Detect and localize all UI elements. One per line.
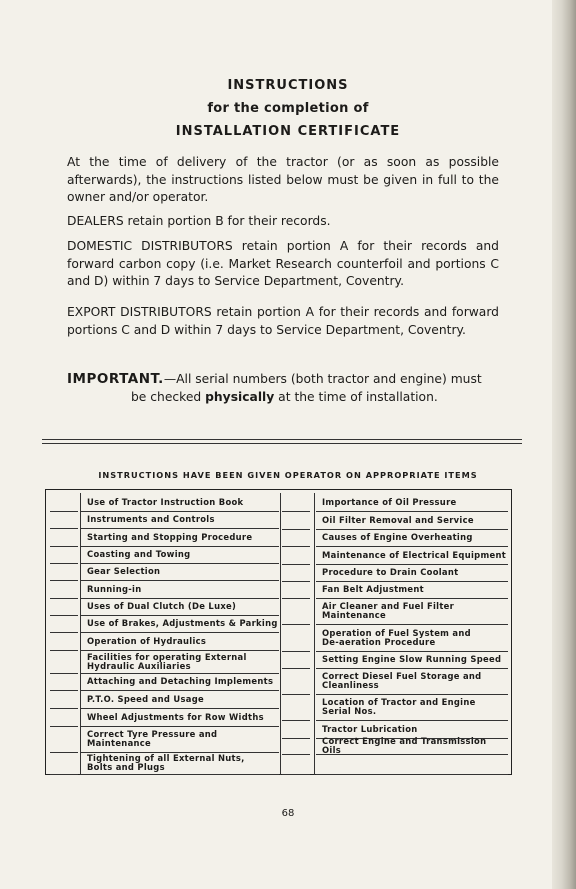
left-item-label: Coasting and Towing [87, 549, 191, 559]
left-item [81, 494, 279, 511]
right-item-label: Location of Tractor and Engine Serial Nos. [322, 697, 476, 716]
left-checkbox-line [50, 708, 78, 709]
divider-rule-top [42, 439, 522, 440]
left-item-label: Use of Tractor Instruction Book [87, 497, 244, 507]
left-item-label: Uses of Dual Clutch (De Luxe) [87, 601, 237, 611]
domestic-distributors-paragraph: DOMESTIC DISTRIBUTORS retain portion A for their records and forward carbon copy (i.e. Market Research counterfoil and portions C and D) within 7 days to Service Department, Coventry. [67, 239, 499, 288]
right-checkbox-line [282, 738, 310, 739]
left-checkbox-line [50, 774, 78, 775]
left-checkbox-line [50, 673, 78, 674]
left-checkbox-line [50, 563, 78, 564]
right-checkbox-line [282, 511, 310, 512]
right-item-label: Fan Belt Adjustment [322, 584, 424, 594]
right-item [316, 624, 508, 651]
right-checkbox-line [282, 754, 310, 755]
right-item [316, 754, 508, 774]
left-checkbox-line [50, 690, 78, 691]
document-subtitle: for the completion of [207, 101, 369, 116]
right-checkbox-line [282, 774, 310, 775]
export-distributors-paragraph: EXPORT DISTRIBUTORS retain portion A for their records and forward portions C and D within 7 days to Service Department, Coventry. [67, 305, 499, 337]
right-item [316, 564, 508, 581]
left-item-label: Instruments and Controls [87, 514, 215, 524]
table-column-divider [80, 493, 81, 775]
right-item [316, 494, 508, 511]
left-item-label: Correct Tyre Pressure and Maintenance [87, 729, 218, 748]
left-item [81, 690, 279, 708]
right-item-label: Procedure to Drain Coolant [322, 567, 459, 577]
divider-rule-bottom [42, 443, 522, 444]
left-item [81, 615, 279, 632]
right-checkbox-line [282, 529, 310, 530]
right-item-label: Causes of Engine Overheating [322, 532, 473, 542]
right-checkbox-line [282, 651, 310, 652]
important-emphasis: physically [205, 390, 275, 404]
document-title: INSTRUCTIONS [227, 78, 349, 93]
left-item-label: Wheel Adjustments for Row Widths [87, 711, 264, 722]
important-text-1: —All serial numbers (both tractor and engine) must [163, 372, 482, 386]
intro-paragraph: At the time of delivery of the tractor (or as soon as possible afterwards), the instructions listed below must be given in full to the owner and/or operator. [67, 155, 499, 204]
left-item [81, 580, 279, 598]
left-checkbox-line [50, 615, 78, 616]
table-heading: INSTRUCTIONS HAVE BEEN GIVEN OPERATOR ON APPROPRIATE ITEMS [98, 470, 478, 480]
right-item-label: Air Cleaner and Fuel Filter Maintenance [322, 601, 455, 620]
important-text-2c: at the time of installation. [274, 390, 438, 404]
left-item [81, 511, 279, 528]
left-item-label: Running-in [87, 583, 142, 594]
right-item [316, 738, 508, 754]
left-checkbox-line [50, 598, 78, 599]
right-item [316, 581, 508, 598]
right-item [316, 529, 508, 546]
right-checkbox-line [282, 598, 310, 599]
right-item-rule [316, 774, 508, 775]
left-item [81, 650, 279, 673]
important-text-2a: be checked [131, 390, 206, 404]
right-checkbox-line [282, 546, 310, 547]
right-checkbox-line [282, 581, 310, 582]
right-item-label: Operation of Fuel System and De-aeration Procedure [322, 627, 471, 647]
right-checkbox-line [282, 624, 310, 625]
left-item-rule [81, 774, 279, 775]
left-item-label: Attaching and Detaching Implements [87, 676, 274, 686]
right-item-label: Setting Engine Slow Running Speed [322, 654, 502, 664]
right-checkbox-line [282, 694, 310, 695]
left-checkbox-line [50, 546, 78, 547]
important-line-2 [67, 388, 499, 406]
right-item [316, 651, 508, 668]
left-checkbox-line [50, 511, 78, 512]
left-item [81, 598, 279, 615]
right-item-label: Correct Diesel Fuel Storage and Cleanliness [322, 671, 482, 690]
left-item [81, 726, 279, 752]
left-item [81, 752, 279, 774]
left-item-label: Use of Brakes, Adjustments & Parking [87, 618, 278, 628]
right-item-label: Correct Engine and Transmission Oils [322, 736, 487, 755]
right-checkbox-line [282, 720, 310, 721]
right-item-label: Maintenance of Electrical Equipment [322, 549, 507, 560]
left-checkbox-line [50, 580, 78, 581]
left-item [81, 708, 279, 726]
checklist-table [45, 489, 512, 775]
important-label: IMPORTANT. [67, 371, 164, 387]
left-checkbox-line [50, 632, 78, 633]
left-checkbox-line [50, 650, 78, 651]
left-item-label: P.T.O. Speed and Usage [87, 693, 204, 704]
dealers-paragraph: DEALERS retain portion B for their records. [67, 214, 331, 228]
left-item [81, 673, 279, 690]
right-checkbox-line [282, 668, 310, 669]
left-item-label: Starting and Stopping Procedure [87, 531, 253, 542]
right-item [316, 546, 508, 564]
left-item-label: Facilities for operating External Hydraulic Auxiliaries [87, 651, 247, 671]
table-column-divider [280, 493, 281, 775]
document-title-2: INSTALLATION CERTIFICATE [175, 124, 401, 139]
left-checkbox-line [50, 528, 78, 529]
right-item-label: Tractor Lubrication [322, 723, 418, 734]
right-item-label: Oil Filter Removal and Service [322, 514, 474, 525]
left-item-label: Gear Selection [87, 566, 161, 576]
table-column-divider [314, 493, 315, 775]
left-item [81, 632, 279, 650]
left-item-label: Tightening of all External Nuts, Bolts and Plugs [87, 753, 245, 772]
important-note [67, 370, 499, 406]
left-checkbox-line [50, 752, 78, 753]
right-item [316, 598, 508, 624]
left-item [81, 528, 279, 546]
right-item [316, 694, 508, 720]
left-item [81, 563, 279, 580]
page-number: 68 [281, 808, 295, 819]
right-item-label: Importance of Oil Pressure [322, 497, 457, 507]
right-checkbox-line [282, 564, 310, 565]
left-item-label: Operation of Hydraulics [87, 635, 207, 646]
right-item [316, 511, 508, 529]
right-item [316, 668, 508, 694]
left-item [81, 546, 279, 563]
left-checkbox-line [50, 726, 78, 727]
